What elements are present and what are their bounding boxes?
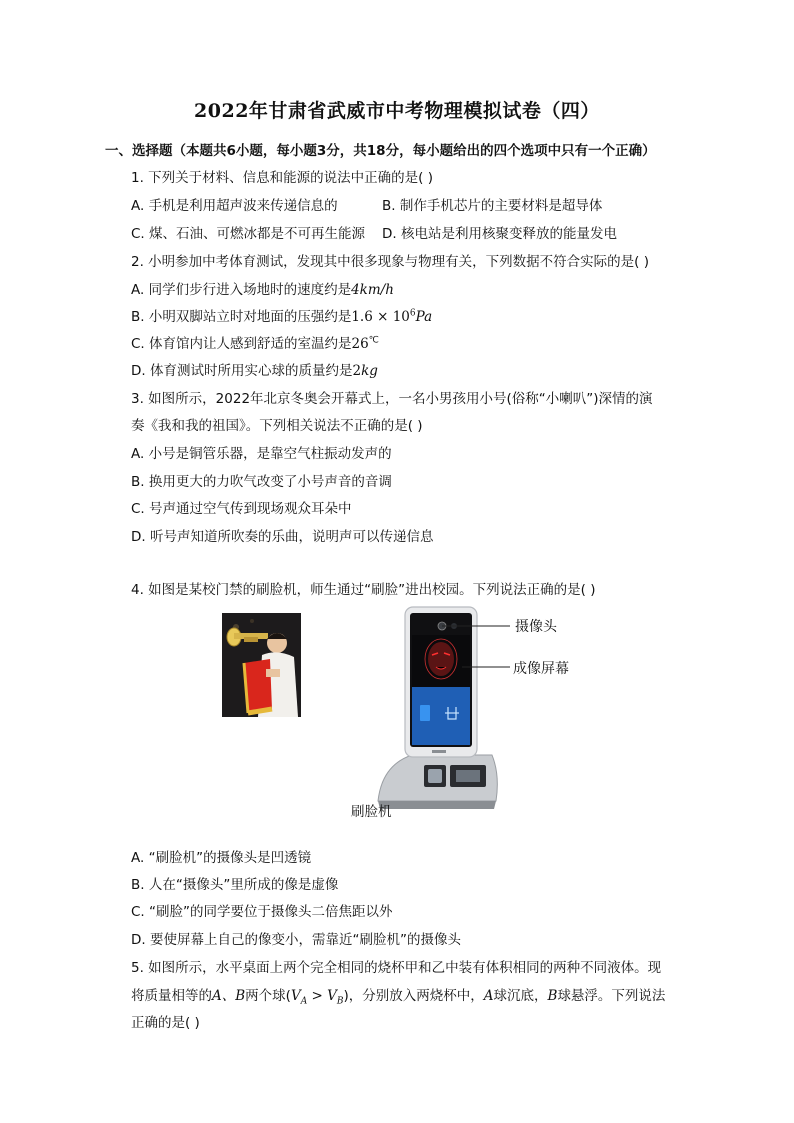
- q2-option-d: D. 体育测试时所用实心球的质量约是2kg: [131, 363, 378, 379]
- q5-stem-line1: 5. 如图所示，水平桌面上两个完全相同的烧杯甲和乙中装有体积相同的两种不同液体。现: [131, 960, 662, 976]
- section-heading: 一、选择题（本题共6小题，每小题3分，共18分，每小题给出的四个选项中只有一个正确）: [105, 143, 656, 159]
- q3-option-d: D. 听号声知道所吹奏的乐曲，说明声可以传递信息: [131, 529, 434, 545]
- device-caption: 刷脸机: [351, 804, 392, 820]
- q5-stem-line3: 正确的是( ): [131, 1015, 200, 1031]
- q3-stem-line1: 3. 如图所示，2022年北京冬奥会开幕式上，一名小男孩用小号(俗称“小喇叭”)深情的演: [131, 391, 653, 407]
- q4-option-a: A. “刷脸机”的摄像头是凹透镜: [131, 850, 312, 866]
- page-title: 2022年甘肃省武威市中考物理模拟试卷（四）: [194, 100, 600, 122]
- q4-option-d: D. 要使屏幕上自己的像变小，需靠近“刷脸机”的摄像头: [131, 932, 461, 948]
- screen-label: 成像屏幕: [513, 661, 569, 677]
- camera-label: 摄像头: [515, 619, 557, 635]
- q4-stem: 4. 如图是某校门禁的刷脸机，师生通过“刷脸”进出校园。下列说法正确的是( ): [131, 582, 596, 598]
- q3-option-a: A. 小号是铜管乐器，是靠空气柱振动发声的: [131, 446, 392, 462]
- q4-option-c: C. “刷脸”的同学要位于摄像头二倍焦距以外: [131, 904, 393, 920]
- q1-option-c: C. 煤、石油、可燃冰都是不可再生能源: [131, 226, 366, 242]
- q2-option-b: B. 小明双脚站立时对地面的压强约是$1.6 \times 10^6Pa$: [131, 308, 433, 325]
- q1-option-a: A. 手机是利用超声波来传递信息的: [131, 198, 338, 214]
- q5-stem-line2: 将质量相等的A、B两个球$(V_A > V_B)$，分别放入两烧杯中，A球沉底，B球悬浮。下列说法: [131, 988, 666, 1007]
- q2-stem: 2. 小明参加中考体育测试，发现其中很多现象与物理有关，下列数据不符合实际的是( ): [131, 254, 649, 270]
- q1-option-d: D. 核电站是利用核聚变释放的能量发电: [382, 226, 617, 242]
- q3-stem-line2: 奏《我和我的祖国》。下列相关说法不正确的是( ): [131, 418, 423, 434]
- q1-stem: 1. 下列关于材料、信息和能源的说法中正确的是( ): [131, 170, 433, 186]
- q3-option-b: B. 换用更大的力吹气改变了小号声音的音调: [131, 474, 392, 490]
- trumpet-boy-illustration: [222, 613, 301, 717]
- callout-lines: [440, 615, 520, 675]
- q2-option-c: C. 体育馆内让人感到舒适的室温约是26℃: [131, 335, 379, 352]
- q3-option-c: C. 号声通过空气传到现场观众耳朵中: [131, 501, 352, 517]
- q1-option-b: B. 制作手机芯片的主要材料是超导体: [382, 198, 603, 214]
- q4-option-b: B. 人在“摄像头”里所成的像是虚像: [131, 877, 339, 893]
- trumpet-boy-photo: [222, 613, 301, 717]
- q2-option-a: A. 同学们步行进入场地时的速度约是4km/h: [131, 282, 394, 298]
